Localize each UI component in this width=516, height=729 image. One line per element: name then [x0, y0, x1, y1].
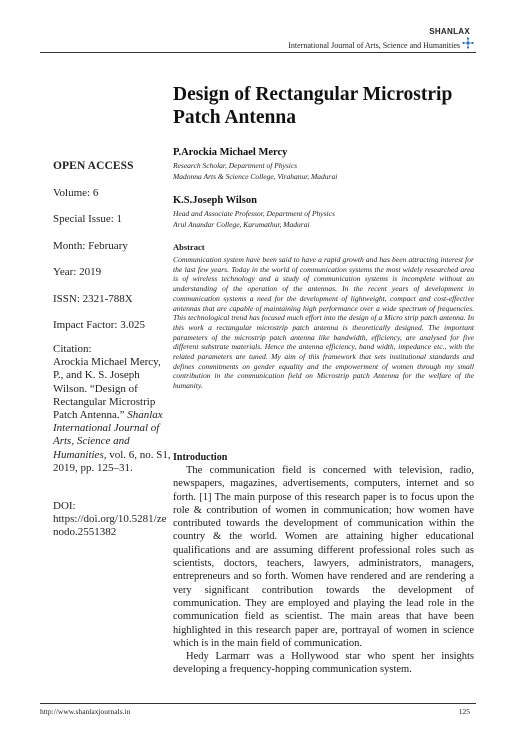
paper-title: Design of Rectangular Microstrip Patch Antenna: [173, 84, 453, 128]
header-divider: [40, 52, 476, 53]
author-affiliation-1a: Research Scholar, Department of Physics: [173, 161, 298, 170]
author-affiliation-2a: Head and Associate Professor, Department of Physics: [173, 209, 335, 218]
author-name-2: K.S.Joseph Wilson: [173, 195, 257, 206]
introduction-heading: Introduction: [173, 452, 228, 463]
journal-name: International Journal of Arts, Science and Humanities: [288, 41, 460, 50]
citation-journal: Shanlax International Journal of Arts, Science and Humanities: [53, 409, 163, 461]
special-issue-label: Special Issue: 1: [53, 213, 123, 225]
author-affiliation-1b: Madonna Arts & Science College, Virahanur, Madurai: [173, 172, 338, 181]
citation-tail: , vol. 6, no. S1, 2019, pp. 125–31.: [53, 448, 171, 474]
citation-label: Citation:: [53, 343, 92, 355]
author-name-1: P.Arockia Michael Mercy: [173, 147, 288, 158]
introduction-paragraph-2: Hedy Larmarr was a Hollywood star who spent her insights developing a frequency-hopping communication system.: [173, 651, 474, 676]
author-affiliation-2b: Arul Anandar College, Karumathur, Madurai: [173, 220, 310, 229]
abstract-text: Communication system have been said to have a rapid growth and has been attracting interest for the last few years. Today in the world of communication systems the most widely researched area is of wireless technology and a study of communication systems is incomplete without an understanding of the operation of the antennas. In the recent years of development in communication systems a need for the development of lightweight, compact and cost-effective antennas that are capable of maintaining high performance over a wide spectrum of frequencies. This technological trend has focused much effort into the design of a Micro strip patch antenna. In this work a rectangular microstrip patch antenna is theoretically designed. The important parameters of the microstrip patch antenna like bandwidth, efficiency, are analysed for five different substrate materials. Hence the antenna efficiency, band width, impedance etc., with the related parameters are tuned. My aim of this framework that sets institutional standards and defines commitments on gender equality and the empowerment of women through my small contribution in the communication field on Microstrip patch Antenna for the welfare of the humanity.: [173, 255, 474, 391]
brand-name: SHANLAX: [429, 27, 470, 36]
doi-label: DOI:: [53, 500, 76, 512]
introduction-paragraph-1: The communication field is concerned with television, radio, newspapers, magazines, advertisements, computers, internet and so forth. [1] The main purpose of this research paper is to focus upon the role & contribution of women in communication; how women have contributed towards the development of communication within the country & the world. Women are attaining higher educational qualifications and are assuming different professional roles such as scientists, doctors, teachers, lawyers, administrators, managers, entrepreneurs and so forth. Women have rendered and are rendering a very significant contribution towards the development of communication. They are employed and playing the lead role in the communication field as scientist. The main areas that have been highlighted in this research paper are, portrayal of women in science which is in the main field of communication.: [173, 465, 474, 649]
month-label: Month: February: [53, 240, 128, 252]
volume-label: Volume: 6: [53, 187, 99, 199]
introduction-body: [173, 464, 474, 677]
impact-factor-label: Impact Factor: 3.025: [53, 319, 145, 331]
footer-url-link[interactable]: http://www.shanlaxjournals.in: [40, 707, 131, 716]
issn-label: ISSN: 2321-788X: [53, 293, 133, 305]
citation-block: [53, 343, 171, 475]
open-access-label: OPEN ACCESS: [53, 160, 134, 172]
year-label: Year: 2019: [53, 266, 102, 278]
doi-block: [53, 500, 171, 540]
page-number: 125: [458, 707, 470, 716]
citation-text: Arockia Michael Mercy, P., and K. S. Joseph Wilson. “Design of Rectangular Microstrip Patch Antenna.”: [53, 356, 161, 422]
doi-link[interactable]: https://doi.org/10.5281/zenodo.2551382: [53, 513, 167, 539]
journal-logo-icon: [461, 36, 475, 50]
abstract-heading: Abstract: [173, 242, 205, 252]
footer-divider: [40, 703, 476, 704]
